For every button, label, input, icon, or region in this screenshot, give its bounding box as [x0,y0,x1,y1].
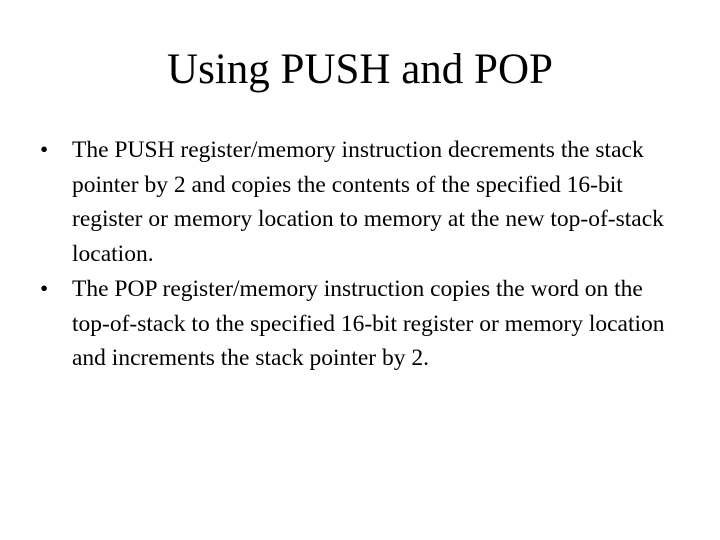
bullet-item-pop [0,272,682,376]
bullet-list [0,133,720,377]
bullet-icon: • [40,137,49,163]
bullet-icon: • [40,276,49,302]
bullet-item-push [0,133,682,271]
bullet-text-pop: The POP register/memory instruction copies the word on the top-of-stack to the specified 16-bit register or memory location and increments the stack pointer by 2. [72,276,665,371]
slide-title: Using PUSH and POP [167,46,553,93]
bullet-text-push: The PUSH register/memory instruction decrements the stack pointer by 2 and copies the contents of the specified 16-bit register or memory location to memory at the new top-of-stack location. [72,137,664,267]
